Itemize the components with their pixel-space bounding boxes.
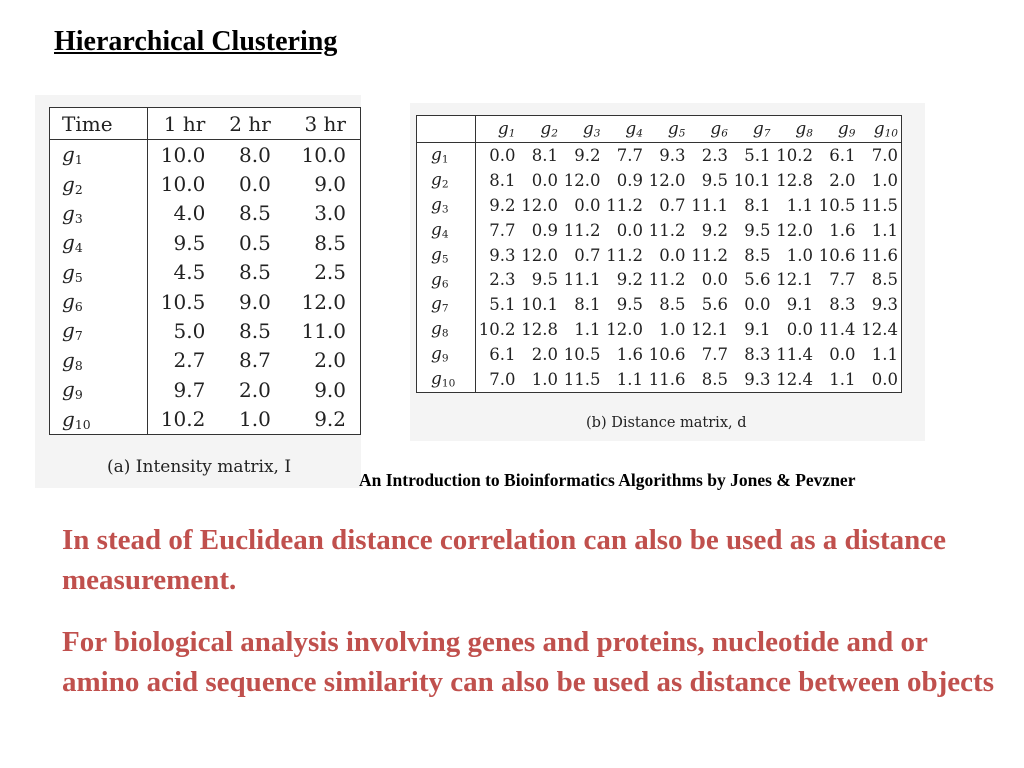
table-cell: 11.5 xyxy=(563,369,601,389)
gene-label-letter: g xyxy=(710,118,722,139)
table-cell: 6.1 xyxy=(489,345,516,365)
column-header xyxy=(561,116,604,143)
table-cell: 8.5 xyxy=(659,295,686,315)
table-row xyxy=(50,316,361,345)
table-cell: 11.6 xyxy=(648,369,686,389)
gene-label-index: 10 xyxy=(441,377,456,390)
gene-label-index: 3 xyxy=(441,203,449,216)
gene-label-index: 2 xyxy=(551,127,558,140)
table-cell: 11.0 xyxy=(301,319,346,344)
column-header xyxy=(731,116,774,143)
slide-title: Hierarchical Clustering xyxy=(54,26,338,57)
table-cell: 9.3 xyxy=(489,245,516,265)
gene-label-letter: g xyxy=(62,171,75,196)
table-cell: 11.4 xyxy=(776,345,813,365)
gene-label-letter: g xyxy=(873,118,885,139)
table-cell: 1.0 xyxy=(786,245,813,265)
table-cell: 1.1 xyxy=(829,369,856,389)
intensity-matrix-table xyxy=(49,107,361,435)
table-cell: 2.7 xyxy=(173,348,206,373)
table-cell: 0.0 xyxy=(701,270,728,290)
table-cell: 9.0 xyxy=(314,172,346,197)
table-cell: 0.7 xyxy=(574,245,601,265)
table-cell: 10.1 xyxy=(521,295,558,315)
gene-label-letter: g xyxy=(62,259,75,284)
gene-label-index: 6 xyxy=(721,127,728,140)
table-cell: 8.5 xyxy=(239,319,271,344)
gene-label-index: 9 xyxy=(848,127,856,140)
row-label xyxy=(417,342,476,367)
gene-label-index: 6 xyxy=(74,299,83,315)
gene-label-index: 7 xyxy=(74,328,83,344)
gene-label-letter: g xyxy=(431,369,442,390)
table-cell: 8.7 xyxy=(239,348,271,373)
table-cell: 0.0 xyxy=(659,245,686,265)
table-cell: 0.0 xyxy=(871,369,898,389)
table-cell: 0.9 xyxy=(531,220,558,240)
column-header xyxy=(816,116,859,143)
row-label xyxy=(417,317,476,342)
gene-label-letter: g xyxy=(582,118,594,139)
table-cell: 12.0 xyxy=(648,170,686,190)
gene-label-index: 4 xyxy=(441,228,449,241)
table-row xyxy=(50,258,361,287)
header-corner xyxy=(417,116,476,143)
gene-label-index: 7 xyxy=(763,127,771,140)
table-cell: 10.2 xyxy=(776,145,813,165)
row-label xyxy=(50,169,148,198)
table-cell: 1.0 xyxy=(239,407,271,432)
table-row xyxy=(417,243,902,268)
table-cell: 9.2 xyxy=(314,407,346,432)
table-cell: 11.2 xyxy=(606,195,643,215)
gene-label-index: 8 xyxy=(441,327,449,340)
distance-matrix-figure xyxy=(410,103,925,441)
table-row xyxy=(50,228,361,257)
table-cell: 9.3 xyxy=(659,145,686,165)
table-cell: 12.8 xyxy=(776,170,813,190)
row-label xyxy=(417,243,476,268)
table-cell: 10.0 xyxy=(160,142,206,167)
paragraph-sequence-similarity: For biological analysis involving genes and proteins, nucleotide and or amino acid sequence similarity can also be used as distance between objects xyxy=(62,626,994,698)
gene-label-letter: g xyxy=(62,230,75,255)
table-cell: 1.1 xyxy=(871,345,898,365)
row-label xyxy=(50,405,148,435)
table-cell: 9.0 xyxy=(239,289,271,314)
table-cell: 12.0 xyxy=(606,320,643,340)
table-cell: 10.2 xyxy=(160,407,206,432)
column-header: Time xyxy=(50,108,148,140)
table-cell: 11.4 xyxy=(818,320,856,340)
table-cell: 2.0 xyxy=(531,345,558,365)
table-cell: 9.1 xyxy=(744,320,771,340)
table-cell: 10.5 xyxy=(160,289,206,314)
gene-label-index: 2 xyxy=(441,178,449,191)
table-cell: 7.7 xyxy=(616,145,643,165)
distance-matrix-caption: (b) Distance matrix, d xyxy=(586,415,747,431)
gene-label-letter: g xyxy=(62,377,75,402)
table-cell: 11.1 xyxy=(691,195,728,215)
table-cell: 12.0 xyxy=(563,170,601,190)
table-cell: 1.6 xyxy=(829,220,856,240)
row-label xyxy=(417,143,476,168)
table-cell: 0.0 xyxy=(239,172,271,197)
table-cell: 12.1 xyxy=(776,270,813,290)
row-label xyxy=(50,199,148,228)
table-cell: 2.3 xyxy=(701,145,728,165)
row-label xyxy=(417,292,476,317)
table-cell: 8.1 xyxy=(574,295,601,315)
table-cell: 9.5 xyxy=(701,170,728,190)
table-cell: 5.6 xyxy=(701,295,728,315)
table-row xyxy=(417,317,902,342)
table-cell: 12.0 xyxy=(776,220,813,240)
table-cell: 12.8 xyxy=(521,320,558,340)
gene-label-letter: g xyxy=(795,118,807,139)
table-cell: 7.0 xyxy=(871,145,898,165)
row-label xyxy=(417,367,476,392)
table-row xyxy=(417,367,902,392)
paragraph-correlation: In stead of Euclidean distance correlation can also be used as a distance measurement. xyxy=(62,524,947,596)
table-cell: 0.0 xyxy=(531,170,558,190)
table-cell: 11.2 xyxy=(691,245,728,265)
table-cell: 10.6 xyxy=(818,245,856,265)
table-cell: 2.0 xyxy=(829,170,856,190)
table-cell: 2.0 xyxy=(239,377,271,402)
source-credit: An Introduction to Bioinformatics Algorithms by Jones & Pevzner xyxy=(359,470,856,490)
gene-label-index: 5 xyxy=(74,269,83,285)
table-cell: 5.0 xyxy=(173,319,206,344)
table-cell: 9.5 xyxy=(173,230,206,255)
table-cell: 2.3 xyxy=(489,270,516,290)
table-cell: 1.1 xyxy=(786,195,813,215)
table-row xyxy=(417,267,902,292)
table-cell: 6.1 xyxy=(829,145,856,165)
table-cell: 12.0 xyxy=(521,195,558,215)
table-cell: 8.5 xyxy=(239,260,271,285)
table-cell: 2.0 xyxy=(314,348,346,373)
table-cell: 0.5 xyxy=(239,230,271,255)
column-header xyxy=(646,116,689,143)
gene-label-index: 9 xyxy=(441,352,449,365)
table-cell: 12.4 xyxy=(861,320,898,340)
table-cell: 5.1 xyxy=(744,145,771,165)
gene-label-index: 6 xyxy=(441,278,449,291)
row-label xyxy=(50,258,148,287)
column-header xyxy=(859,116,902,143)
table-cell: 8.3 xyxy=(744,345,771,365)
table-cell: 0.0 xyxy=(829,345,856,365)
gene-label-index: 3 xyxy=(74,211,83,227)
gene-label-index: 1 xyxy=(508,127,516,140)
table-cell: 0.9 xyxy=(616,170,643,190)
table-cell: 1.0 xyxy=(531,369,558,389)
table-cell: 8.5 xyxy=(744,245,771,265)
gene-label-index: 1 xyxy=(441,153,449,166)
table-row xyxy=(417,168,902,193)
table-cell: 12.1 xyxy=(691,320,728,340)
gene-label-letter: g xyxy=(752,118,764,139)
table-cell: 11.2 xyxy=(648,270,686,290)
gene-label-index: 8 xyxy=(806,127,813,140)
gene-label-index: 5 xyxy=(678,127,686,140)
table-cell: 0.0 xyxy=(616,220,643,240)
table-cell: 12.0 xyxy=(301,289,346,314)
table-cell: 0.0 xyxy=(744,295,771,315)
gene-label-index: 10 xyxy=(884,127,898,140)
row-label xyxy=(50,346,148,375)
table-cell: 5.6 xyxy=(744,270,771,290)
gene-label-letter: g xyxy=(62,347,75,372)
table-cell: 8.5 xyxy=(314,230,346,255)
table-row xyxy=(50,169,361,198)
row-label xyxy=(417,218,476,243)
gene-label-letter: g xyxy=(431,269,442,290)
header-row xyxy=(50,108,361,140)
row-label xyxy=(50,228,148,257)
gene-label-index: 4 xyxy=(74,240,83,256)
table-cell: 9.5 xyxy=(616,295,643,315)
table-cell: 9.3 xyxy=(744,369,771,389)
column-header: 1 hr xyxy=(147,108,219,140)
table-cell: 4.0 xyxy=(173,201,206,226)
table-cell: 2.5 xyxy=(314,260,346,285)
table-row xyxy=(50,199,361,228)
table-row xyxy=(417,292,902,317)
gene-label-letter: g xyxy=(497,118,509,139)
table-cell: 1.1 xyxy=(574,320,601,340)
table-cell: 8.1 xyxy=(531,145,558,165)
table-cell: 7.7 xyxy=(489,220,516,240)
table-cell: 3.0 xyxy=(314,201,346,226)
gene-label-letter: g xyxy=(431,170,442,191)
gene-label-letter: g xyxy=(625,118,637,139)
table-cell: 8.5 xyxy=(239,201,271,226)
table-cell: 1.0 xyxy=(659,320,686,340)
gene-label-letter: g xyxy=(667,118,679,139)
table-cell: 8.0 xyxy=(239,142,271,167)
table-cell: 11.2 xyxy=(648,220,686,240)
table-cell: 8.1 xyxy=(489,170,516,190)
gene-label-letter: g xyxy=(62,289,75,314)
table-row xyxy=(417,218,902,243)
column-header: 3 hr xyxy=(285,108,361,140)
table-cell: 10.5 xyxy=(563,345,601,365)
gene-label-letter: g xyxy=(837,118,849,139)
gene-label-letter: g xyxy=(431,294,442,315)
table-cell: 7.7 xyxy=(701,345,728,365)
table-cell: 9.0 xyxy=(314,377,346,402)
table-cell: 10.5 xyxy=(818,195,856,215)
gene-label-index: 4 xyxy=(636,127,643,140)
intensity-matrix-figure xyxy=(35,95,361,488)
table-cell: 10.0 xyxy=(301,142,346,167)
column-header xyxy=(604,116,647,143)
table-cell: 9.5 xyxy=(531,270,558,290)
row-label xyxy=(417,267,476,292)
column-header xyxy=(476,116,519,143)
table-cell: 9.7 xyxy=(173,377,206,402)
gene-label-letter: g xyxy=(431,219,442,240)
gene-label-letter: g xyxy=(431,194,442,215)
gene-label-index: 5 xyxy=(441,253,449,266)
table-row xyxy=(50,346,361,375)
table-cell: 8.1 xyxy=(744,195,771,215)
gene-label-index: 2 xyxy=(74,181,83,197)
gene-label-index: 9 xyxy=(74,387,83,403)
gene-label-letter: g xyxy=(62,200,75,225)
table-cell: 5.1 xyxy=(489,295,516,315)
column-header xyxy=(519,116,562,143)
table-row xyxy=(417,143,902,168)
column-header xyxy=(774,116,817,143)
table-cell: 1.6 xyxy=(616,345,643,365)
table-cell: 8.5 xyxy=(701,369,728,389)
row-label xyxy=(417,193,476,218)
table-cell: 1.1 xyxy=(616,369,643,389)
table-cell: 0.0 xyxy=(574,195,601,215)
table-cell: 7.0 xyxy=(489,369,516,389)
gene-label-index: 8 xyxy=(74,357,83,373)
column-header xyxy=(689,116,732,143)
gene-label-letter: g xyxy=(431,244,442,265)
table-row xyxy=(50,375,361,404)
table-cell: 9.2 xyxy=(701,220,728,240)
table-cell: 9.5 xyxy=(744,220,771,240)
table-cell: 10.2 xyxy=(478,320,516,340)
table-cell: 11.6 xyxy=(861,245,898,265)
table-cell: 8.5 xyxy=(871,270,898,290)
intensity-matrix-caption: (a) Intensity matrix, I xyxy=(107,457,292,477)
gene-label-index: 7 xyxy=(441,303,449,316)
row-label xyxy=(50,316,148,345)
gene-label-letter: g xyxy=(431,344,442,365)
table-cell: 4.5 xyxy=(173,260,206,285)
table-cell: 0.0 xyxy=(489,145,516,165)
table-cell: 0.0 xyxy=(786,320,813,340)
gene-label-index: 3 xyxy=(593,127,601,140)
header-row xyxy=(417,116,902,143)
table-cell: 8.3 xyxy=(829,295,856,315)
table-cell: 12.0 xyxy=(521,245,558,265)
table-cell: 1.1 xyxy=(871,220,898,240)
distance-matrix-table xyxy=(416,115,902,393)
table-cell: 10.6 xyxy=(648,345,686,365)
gene-label-letter: g xyxy=(62,406,75,431)
gene-label-letter: g xyxy=(540,118,552,139)
gene-label-letter: g xyxy=(62,142,75,167)
gene-label-index: 10 xyxy=(74,416,91,432)
table-cell: 11.5 xyxy=(861,195,898,215)
table-cell: 9.2 xyxy=(489,195,516,215)
table-cell: 11.2 xyxy=(606,245,643,265)
table-row xyxy=(50,405,361,435)
column-header: 2 hr xyxy=(219,108,285,140)
row-label xyxy=(50,140,148,170)
table-cell: 1.0 xyxy=(871,170,898,190)
table-row xyxy=(417,342,902,367)
gene-label-letter: g xyxy=(62,318,75,343)
table-cell: 9.3 xyxy=(871,295,898,315)
table-row xyxy=(50,140,361,170)
table-row xyxy=(417,193,902,218)
row-label xyxy=(417,168,476,193)
gene-label-index: 1 xyxy=(74,152,83,168)
table-cell: 9.2 xyxy=(574,145,601,165)
table-cell: 9.1 xyxy=(786,295,813,315)
table-cell: 0.7 xyxy=(659,195,686,215)
row-label xyxy=(50,287,148,316)
row-label xyxy=(50,375,148,404)
table-cell: 10.1 xyxy=(733,170,771,190)
table-cell: 11.1 xyxy=(563,270,601,290)
table-cell: 12.4 xyxy=(776,369,813,389)
table-cell: 7.7 xyxy=(829,270,856,290)
gene-label-letter: g xyxy=(431,145,442,166)
table-cell: 10.0 xyxy=(160,172,206,197)
gene-label-letter: g xyxy=(431,319,442,340)
table-cell: 11.2 xyxy=(563,220,601,240)
table-row xyxy=(50,287,361,316)
table-cell: 9.2 xyxy=(616,270,643,290)
